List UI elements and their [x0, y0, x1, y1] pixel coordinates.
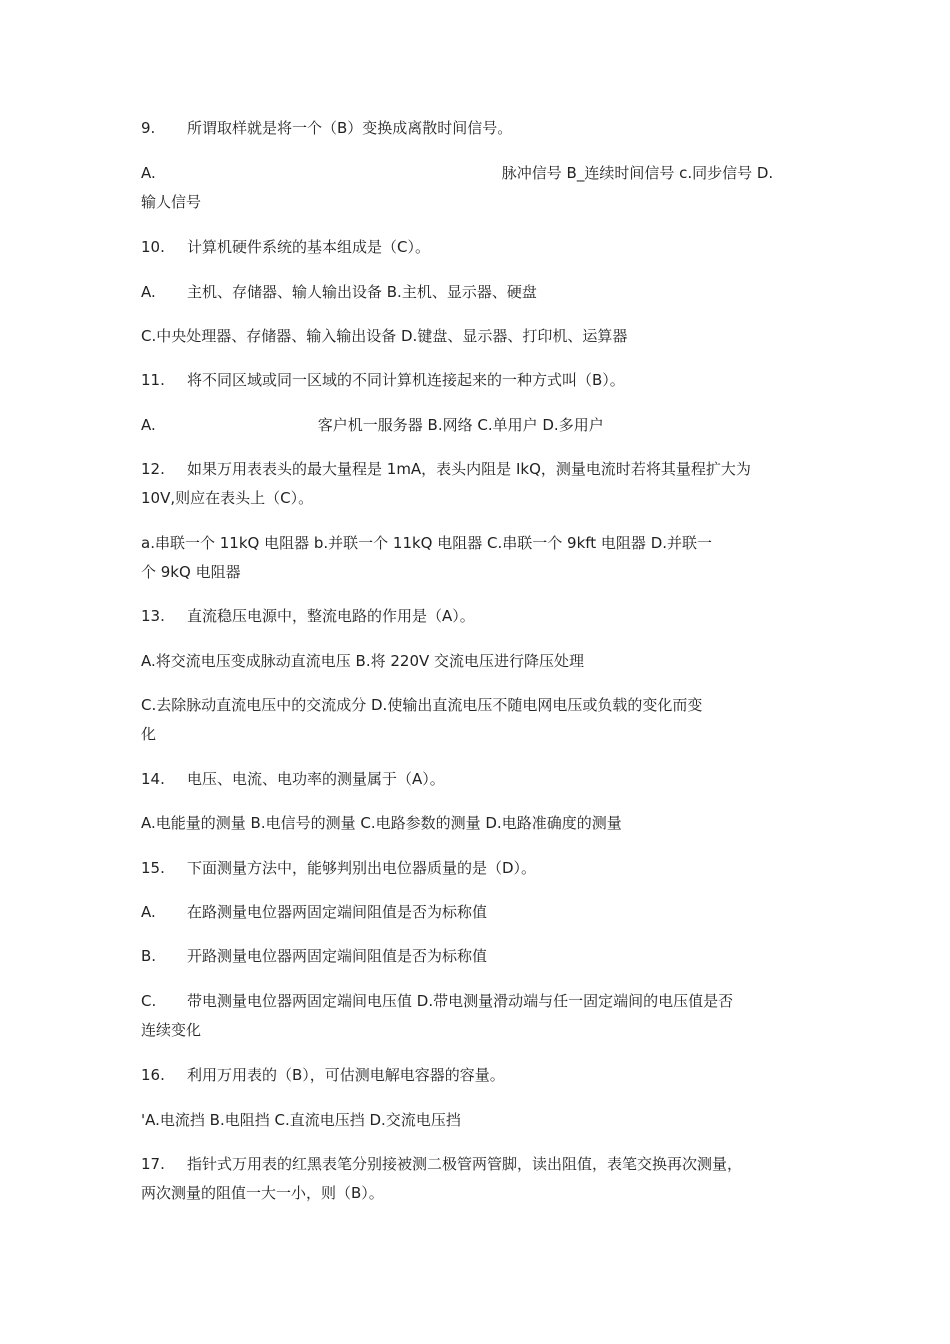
option-text: a.串联一个 11kQ 电阻器 b.并联一个 11kQ 电阻器 C.串联一个 9kft 电阻器 D.并联一 [141, 534, 713, 552]
question-16-options [141, 1110, 461, 1130]
question-text: 所谓取样就是将一个（B）变换成离散时间信号。 [187, 119, 513, 137]
question-15-option-c [141, 991, 733, 1011]
question-17 [141, 1154, 742, 1174]
question-number: 12. [141, 460, 165, 478]
question-13-options [141, 651, 584, 671]
option-text: C.中央处理器、存储器、输入输出设备 D.键盘、显示器、打印机、运算器 [141, 327, 628, 345]
option-a-label: A. [141, 164, 156, 182]
question-text: 计算机硬件系统的基本组成是（C）。 [187, 238, 430, 256]
option-c-label: C. [141, 992, 157, 1010]
option-text: 在路测量电位器两固定端间阻值是否为标称值 [187, 903, 488, 921]
question-number: 10. [141, 238, 165, 256]
option-b-label: B. [141, 947, 157, 965]
question-number: 17. [141, 1155, 165, 1173]
question-17-wrap [141, 1183, 384, 1203]
option-text: 开路测量电位器两固定端间阻值是否为标称值 [187, 947, 488, 965]
question-text: 两次测量的阻值一大一小，则（B）。 [141, 1184, 384, 1202]
option-text: 个 9kQ 电阻器 [141, 563, 241, 581]
option-text: A.电能量的测量 B.电信号的测量 C.电路参数的测量 D.电路准确度的测量 [141, 814, 622, 832]
question-9-options-wrap [141, 192, 201, 212]
question-text: 指针式万用表的红黑表笔分别接被测二极管两管脚，读出阻值，表笔交换再次测量， [187, 1155, 743, 1173]
question-text: 利用万用表的（B），可估测电解电容器的容量。 [187, 1066, 505, 1084]
question-12-wrap [141, 488, 313, 508]
option-text: 客户机一服务器 B.网络 C.单用户 D.多用户 [317, 416, 604, 434]
question-text: 电压、电流、电功率的测量属于（A）。 [187, 770, 445, 788]
option-text: 'A.电流挡 B.电阻挡 C.直流电压挡 D.交流电压挡 [141, 1111, 461, 1129]
question-13-options-wrap [141, 724, 156, 744]
question-10-options-2 [141, 326, 627, 346]
question-13 [141, 606, 475, 626]
option-text: A.将交流电压变成脉动直流电压 B.将 220V 交流电压进行降压处理 [141, 652, 585, 670]
question-9-options [141, 163, 773, 183]
option-a-label: A. [141, 903, 156, 921]
question-number: 15. [141, 859, 165, 877]
option-text: C.去除脉动直流电压中的交流成分 D.使输出直流电压不随电网电压或负载的变化而变 [141, 696, 703, 714]
option-text: 输人信号 [141, 193, 202, 211]
question-number: 14. [141, 770, 165, 788]
question-12-options-wrap [141, 562, 241, 582]
option-text: 化 [141, 725, 157, 743]
question-9 [141, 118, 512, 138]
question-16 [141, 1065, 505, 1085]
question-number: 16. [141, 1066, 165, 1084]
question-10-options [141, 282, 537, 302]
question-14 [141, 769, 445, 789]
question-12-options [141, 533, 712, 553]
option-a-label: A. [141, 283, 156, 301]
question-15-option-a [141, 902, 487, 922]
question-11 [141, 370, 625, 390]
question-12 [141, 459, 751, 479]
question-number: 11. [141, 371, 165, 389]
question-text: 10V,则应在表头上（C）。 [141, 489, 314, 507]
question-text: 将不同区域或同一区域的不同计算机连接起来的一种方式叫（B）。 [187, 371, 625, 389]
question-15-option-b [141, 946, 487, 966]
option-text: 带电测量电位器两固定端间电压值 D.带电测量滑动端与任一固定端间的电压值是否 [187, 992, 734, 1010]
question-15-option-c-wrap [141, 1020, 201, 1040]
option-text: 脉冲信号 B_连续时间信号 c.同步信号 D. [501, 164, 774, 182]
question-10 [141, 237, 430, 257]
option-a-label: A. [141, 416, 156, 434]
question-number: 9. [141, 119, 156, 137]
question-11-options [141, 415, 604, 435]
question-text: 如果万用表表头的最大量程是 1mA，表头内阻是 IkQ，测量电流时若将其量程扩大为 [187, 460, 751, 478]
question-text: 下面测量方法中，能够判别出电位器质量的是（D）。 [187, 859, 537, 877]
question-14-options [141, 813, 622, 833]
question-number: 13. [141, 607, 165, 625]
question-13-options-2 [141, 695, 702, 715]
question-15 [141, 858, 536, 878]
option-text: 连续变化 [141, 1021, 202, 1039]
option-text: 主机、存储器、输人输出设备 B.主机、显示器、硬盘 [187, 283, 537, 301]
question-text: 直流稳压电源中，整流电路的作用是（A）。 [187, 607, 475, 625]
